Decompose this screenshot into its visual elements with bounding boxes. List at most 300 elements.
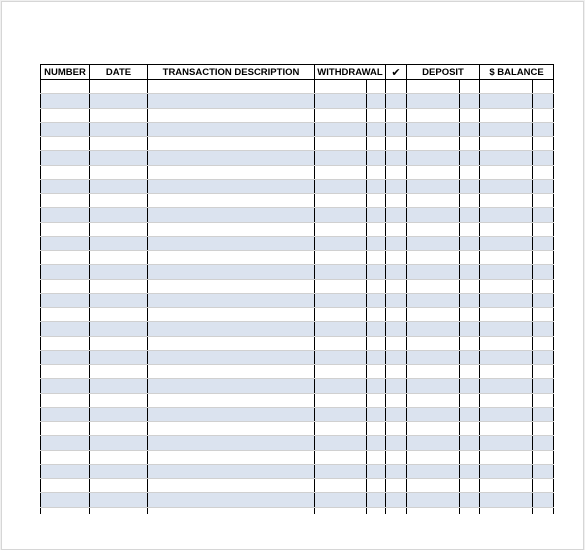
number-cell <box>41 137 90 151</box>
deposit-cents-cell <box>460 365 480 379</box>
balance-cell <box>480 208 533 222</box>
deposit-cents-cell <box>460 379 480 393</box>
number-cell <box>41 122 90 136</box>
balance-cents-cell <box>533 80 554 94</box>
table-row <box>41 222 554 236</box>
check-cell <box>386 479 407 493</box>
table-row <box>41 80 554 94</box>
register-body <box>41 80 554 514</box>
number-cell <box>41 80 90 94</box>
check-cell <box>386 265 407 279</box>
deposit-cents-cell <box>460 308 480 322</box>
withdrawal-cell <box>315 251 367 265</box>
number-cell <box>41 479 90 493</box>
date-cell <box>90 179 148 193</box>
deposit-cents-cell <box>460 222 480 236</box>
description-cell <box>148 236 315 250</box>
withdrawal-cell <box>315 122 367 136</box>
description-cell <box>148 450 315 464</box>
withdrawal-cell <box>315 222 367 236</box>
date-cell <box>90 208 148 222</box>
balance-cell <box>480 151 533 165</box>
deposit-cell <box>407 422 460 436</box>
deposit-cell <box>407 222 460 236</box>
table-row <box>41 308 554 322</box>
withdrawal-cell <box>315 279 367 293</box>
deposit-cell <box>407 208 460 222</box>
balance-cell <box>480 137 533 151</box>
table-row <box>41 165 554 179</box>
withdrawal-cell <box>315 422 367 436</box>
number-cell <box>41 450 90 464</box>
withdrawal-cell <box>315 208 367 222</box>
date-cell <box>90 151 148 165</box>
deposit-cents-cell <box>460 422 480 436</box>
withdrawal-cents-cell <box>367 222 386 236</box>
withdrawal-cents-cell <box>367 464 386 478</box>
number-cell <box>41 493 90 507</box>
deposit-cell <box>407 493 460 507</box>
date-cell <box>90 336 148 350</box>
date-cell <box>90 194 148 208</box>
deposit-cell <box>407 308 460 322</box>
date-cell <box>90 365 148 379</box>
date-cell <box>90 279 148 293</box>
description-cell <box>148 222 315 236</box>
withdrawal-cell <box>315 464 367 478</box>
balance-cents-cell <box>533 450 554 464</box>
check-cell <box>386 308 407 322</box>
table-row <box>41 293 554 307</box>
withdrawal-cents-cell <box>367 279 386 293</box>
withdrawal-cents-cell <box>367 436 386 450</box>
table-row <box>41 507 554 514</box>
balance-cents-cell <box>533 479 554 493</box>
table-row <box>41 179 554 193</box>
withdrawal-cell <box>315 179 367 193</box>
description-cell <box>148 422 315 436</box>
date-cell <box>90 165 148 179</box>
check-cell <box>386 365 407 379</box>
date-cell <box>90 137 148 151</box>
balance-cell <box>480 493 533 507</box>
withdrawal-cell <box>315 407 367 421</box>
withdrawal-cell <box>315 379 367 393</box>
table-row <box>41 194 554 208</box>
description-cell <box>148 194 315 208</box>
withdrawal-cents-cell <box>367 108 386 122</box>
date-cell <box>90 450 148 464</box>
table-row <box>41 422 554 436</box>
check-cell <box>386 279 407 293</box>
balance-cents-cell <box>533 94 554 108</box>
withdrawal-cents-cell <box>367 293 386 307</box>
description-cell <box>148 165 315 179</box>
check-cell <box>386 80 407 94</box>
number-cell <box>41 208 90 222</box>
description-cell <box>148 479 315 493</box>
balance-cents-cell <box>533 179 554 193</box>
date-cell <box>90 322 148 336</box>
check-register-table <box>40 64 554 514</box>
balance-cell <box>480 236 533 250</box>
number-cell <box>41 222 90 236</box>
number-cell <box>41 507 90 514</box>
withdrawal-cell <box>315 293 367 307</box>
withdrawal-cell <box>315 336 367 350</box>
check-cell <box>386 222 407 236</box>
withdrawal-cents-cell <box>367 422 386 436</box>
deposit-cents-cell <box>460 336 480 350</box>
withdrawal-cell <box>315 236 367 250</box>
balance-cell <box>480 279 533 293</box>
deposit-cents-cell <box>460 236 480 250</box>
balance-cents-cell <box>533 137 554 151</box>
balance-cell <box>480 407 533 421</box>
table-row <box>41 279 554 293</box>
deposit-cents-cell <box>460 80 480 94</box>
header-balance: $ BALANCE <box>480 65 554 80</box>
balance-cell <box>480 308 533 322</box>
deposit-cents-cell <box>460 350 480 364</box>
description-cell <box>148 407 315 421</box>
description-cell <box>148 436 315 450</box>
withdrawal-cents-cell <box>367 450 386 464</box>
deposit-cents-cell <box>460 137 480 151</box>
withdrawal-cents-cell <box>367 122 386 136</box>
balance-cents-cell <box>533 208 554 222</box>
deposit-cell <box>407 108 460 122</box>
balance-cents-cell <box>533 222 554 236</box>
deposit-cents-cell <box>460 179 480 193</box>
deposit-cell <box>407 379 460 393</box>
deposit-cents-cell <box>460 251 480 265</box>
deposit-cents-cell <box>460 493 480 507</box>
withdrawal-cents-cell <box>367 265 386 279</box>
table-row <box>41 322 554 336</box>
table-row <box>41 479 554 493</box>
deposit-cell <box>407 122 460 136</box>
deposit-cents-cell <box>460 94 480 108</box>
balance-cents-cell <box>533 293 554 307</box>
balance-cents-cell <box>533 379 554 393</box>
header-deposit: DEPOSIT <box>407 65 480 80</box>
balance-cents-cell <box>533 236 554 250</box>
deposit-cell <box>407 265 460 279</box>
balance-cell <box>480 450 533 464</box>
number-cell <box>41 179 90 193</box>
deposit-cents-cell <box>460 265 480 279</box>
balance-cents-cell <box>533 322 554 336</box>
check-cell <box>386 122 407 136</box>
balance-cell <box>480 251 533 265</box>
number-cell <box>41 279 90 293</box>
check-cell <box>386 450 407 464</box>
check-cell <box>386 379 407 393</box>
balance-cell <box>480 265 533 279</box>
description-cell <box>148 279 315 293</box>
deposit-cents-cell <box>460 151 480 165</box>
check-cell <box>386 464 407 478</box>
balance-cents-cell <box>533 265 554 279</box>
withdrawal-cell <box>315 108 367 122</box>
deposit-cell <box>407 450 460 464</box>
deposit-cell <box>407 507 460 514</box>
deposit-cents-cell <box>460 108 480 122</box>
withdrawal-cell <box>315 450 367 464</box>
date-cell <box>90 422 148 436</box>
number-cell <box>41 464 90 478</box>
balance-cents-cell <box>533 350 554 364</box>
balance-cents-cell <box>533 464 554 478</box>
table-row <box>41 108 554 122</box>
date-cell <box>90 464 148 478</box>
check-cell <box>386 236 407 250</box>
withdrawal-cents-cell <box>367 179 386 193</box>
balance-cents-cell <box>533 251 554 265</box>
deposit-cell <box>407 236 460 250</box>
date-cell <box>90 293 148 307</box>
number-cell <box>41 336 90 350</box>
withdrawal-cell <box>315 493 367 507</box>
withdrawal-cents-cell <box>367 94 386 108</box>
deposit-cell <box>407 365 460 379</box>
withdrawal-cell <box>315 308 367 322</box>
number-cell <box>41 308 90 322</box>
check-cell <box>386 165 407 179</box>
withdrawal-cents-cell <box>367 336 386 350</box>
number-cell <box>41 194 90 208</box>
withdrawal-cents-cell <box>367 379 386 393</box>
deposit-cents-cell <box>460 122 480 136</box>
table-row <box>41 407 554 421</box>
deposit-cents-cell <box>460 407 480 421</box>
deposit-cell <box>407 279 460 293</box>
balance-cell <box>480 507 533 514</box>
description-cell <box>148 122 315 136</box>
number-cell <box>41 108 90 122</box>
date-cell <box>90 393 148 407</box>
header-withdrawal: WITHDRAWAL <box>315 65 386 80</box>
description-cell <box>148 493 315 507</box>
header-date: DATE <box>90 65 148 80</box>
withdrawal-cell <box>315 365 367 379</box>
description-cell <box>148 293 315 307</box>
withdrawal-cents-cell <box>367 151 386 165</box>
table-row <box>41 94 554 108</box>
balance-cell <box>480 293 533 307</box>
table-row <box>41 365 554 379</box>
check-cell <box>386 208 407 222</box>
date-cell <box>90 479 148 493</box>
balance-cell <box>480 464 533 478</box>
balance-cents-cell <box>533 336 554 350</box>
date-cell <box>90 265 148 279</box>
balance-cents-cell <box>533 436 554 450</box>
deposit-cell <box>407 137 460 151</box>
table-row <box>41 151 554 165</box>
description-cell <box>148 365 315 379</box>
deposit-cents-cell <box>460 464 480 478</box>
number-cell <box>41 165 90 179</box>
deposit-cell <box>407 436 460 450</box>
date-cell <box>90 308 148 322</box>
withdrawal-cents-cell <box>367 308 386 322</box>
balance-cell <box>480 80 533 94</box>
header-row <box>41 65 554 80</box>
balance-cell <box>480 393 533 407</box>
withdrawal-cents-cell <box>367 493 386 507</box>
checkmark-icon: ✔ <box>391 65 401 79</box>
check-cell <box>386 350 407 364</box>
number-cell <box>41 436 90 450</box>
withdrawal-cents-cell <box>367 393 386 407</box>
balance-cents-cell <box>533 151 554 165</box>
table-row <box>41 393 554 407</box>
balance-cents-cell <box>533 422 554 436</box>
table-row <box>41 493 554 507</box>
balance-cents-cell <box>533 407 554 421</box>
balance-cell <box>480 365 533 379</box>
table-row <box>41 336 554 350</box>
balance-cell <box>480 165 533 179</box>
withdrawal-cents-cell <box>367 236 386 250</box>
deposit-cents-cell <box>460 436 480 450</box>
withdrawal-cell <box>315 350 367 364</box>
withdrawal-cell <box>315 393 367 407</box>
description-cell <box>148 350 315 364</box>
number-cell <box>41 350 90 364</box>
deposit-cents-cell <box>460 479 480 493</box>
date-cell <box>90 350 148 364</box>
description-cell <box>148 137 315 151</box>
check-cell <box>386 108 407 122</box>
deposit-cents-cell <box>460 450 480 464</box>
withdrawal-cents-cell <box>367 165 386 179</box>
description-cell <box>148 265 315 279</box>
withdrawal-cents-cell <box>367 365 386 379</box>
date-cell <box>90 80 148 94</box>
description-cell <box>148 80 315 94</box>
check-cell <box>386 436 407 450</box>
check-cell <box>386 493 407 507</box>
check-cell <box>386 151 407 165</box>
check-cell <box>386 422 407 436</box>
deposit-cents-cell <box>460 293 480 307</box>
balance-cell <box>480 94 533 108</box>
deposit-cell <box>407 479 460 493</box>
date-cell <box>90 407 148 421</box>
date-cell <box>90 251 148 265</box>
withdrawal-cell <box>315 194 367 208</box>
check-cell <box>386 407 407 421</box>
withdrawal-cell <box>315 507 367 514</box>
deposit-cell <box>407 151 460 165</box>
deposit-cents-cell <box>460 393 480 407</box>
deposit-cell <box>407 393 460 407</box>
balance-cents-cell <box>533 308 554 322</box>
deposit-cell <box>407 194 460 208</box>
withdrawal-cents-cell <box>367 194 386 208</box>
withdrawal-cell <box>315 151 367 165</box>
withdrawal-cents-cell <box>367 137 386 151</box>
deposit-cents-cell <box>460 507 480 514</box>
withdrawal-cents-cell <box>367 407 386 421</box>
table-row <box>41 436 554 450</box>
withdrawal-cents-cell <box>367 479 386 493</box>
check-cell <box>386 94 407 108</box>
balance-cents-cell <box>533 365 554 379</box>
withdrawal-cell <box>315 322 367 336</box>
table-row <box>41 137 554 151</box>
withdrawal-cell <box>315 137 367 151</box>
balance-cents-cell <box>533 108 554 122</box>
check-cell <box>386 336 407 350</box>
balance-cell <box>480 479 533 493</box>
table-row <box>41 265 554 279</box>
number-cell <box>41 322 90 336</box>
balance-cents-cell <box>533 279 554 293</box>
number-cell <box>41 251 90 265</box>
header-check <box>386 65 407 80</box>
balance-cell <box>480 108 533 122</box>
check-cell <box>386 507 407 514</box>
check-cell <box>386 251 407 265</box>
number-cell <box>41 379 90 393</box>
date-cell <box>90 507 148 514</box>
description-cell <box>148 251 315 265</box>
table-row <box>41 251 554 265</box>
description-cell <box>148 336 315 350</box>
number-cell <box>41 236 90 250</box>
description-cell <box>148 393 315 407</box>
balance-cents-cell <box>533 165 554 179</box>
withdrawal-cell <box>315 479 367 493</box>
withdrawal-cell <box>315 80 367 94</box>
deposit-cents-cell <box>460 165 480 179</box>
number-cell <box>41 151 90 165</box>
withdrawal-cents-cell <box>367 251 386 265</box>
description-cell <box>148 108 315 122</box>
description-cell <box>148 94 315 108</box>
balance-cell <box>480 322 533 336</box>
balance-cell <box>480 350 533 364</box>
balance-cents-cell <box>533 122 554 136</box>
check-cell <box>386 137 407 151</box>
balance-cell <box>480 379 533 393</box>
withdrawal-cents-cell <box>367 507 386 514</box>
table-row <box>41 236 554 250</box>
table-row <box>41 350 554 364</box>
date-cell <box>90 236 148 250</box>
description-cell <box>148 507 315 514</box>
description-cell <box>148 379 315 393</box>
withdrawal-cents-cell <box>367 350 386 364</box>
date-cell <box>90 436 148 450</box>
balance-cents-cell <box>533 194 554 208</box>
balance-cents-cell <box>533 393 554 407</box>
document-page <box>1 1 584 550</box>
table-row <box>41 464 554 478</box>
date-cell <box>90 222 148 236</box>
check-cell <box>386 179 407 193</box>
balance-cents-cell <box>533 507 554 514</box>
description-cell <box>148 179 315 193</box>
balance-cell <box>480 179 533 193</box>
number-cell <box>41 365 90 379</box>
deposit-cell <box>407 251 460 265</box>
deposit-cell <box>407 350 460 364</box>
